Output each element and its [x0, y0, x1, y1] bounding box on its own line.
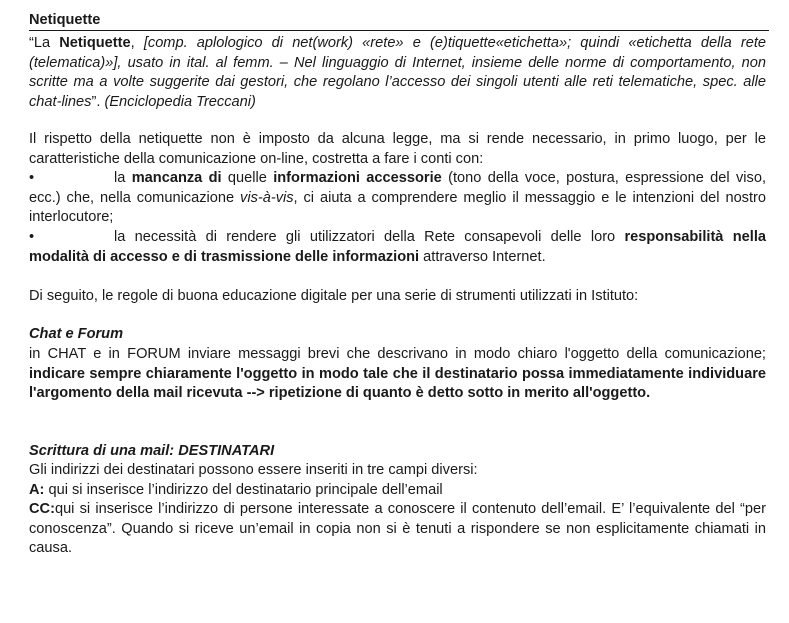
mail-intro-line: Gli indirizzi dei destinatari possono essere inseriti in tre campi diversi: [29, 462, 478, 478]
mail-section-title: Scrittura di una mail: DESTINATARI [29, 443, 275, 459]
chat-section-body [29, 345, 766, 404]
bullet2-text1: la necessità di rendere gli utilizzatori della Rete consapevoli delle loro [114, 229, 625, 245]
bullet1-text1: la [114, 170, 132, 186]
chat-section-title: Chat e Forum [29, 326, 124, 342]
definition-open-quote: “La [29, 35, 60, 51]
rules-intro-paragraph: Di seguito, le regole di buona educazione digitale per una serie di strumenti utilizzati in Istituto: [29, 288, 639, 304]
bullet-item-2 [29, 228, 766, 267]
bullet1-bold2: informazioni accessorie [273, 170, 442, 186]
definition-body: [comp. aplologico di net(work) «rete» e (e)tiquette«etichetta»; quindi «etichetta della rete (telematica)»], usato in ital. al femm. – Nel linguaggio di Internet, insieme delle norme di comportamento, non scritte ma a volte suggerite dai gestori, che regolano l’accesso dei singoli utenti alle reti telematiche, spec. alle chat-lines [29, 35, 767, 110]
mail-field-a-label: A: [29, 482, 45, 498]
mail-field-a-text: qui si inserisce l’indirizzo del destinatario principale dell’email [44, 482, 443, 498]
mail-field-a [29, 481, 766, 501]
mail-field-cc-label: CC: [29, 501, 55, 517]
intro-paragraph: Il rispetto della netiquette non è imposto da alcuna legge, ma si rende necessario, in primo luogo, per le caratteristiche della comunicazione on-line, costretta a fare i conti con: [29, 131, 766, 167]
mail-field-cc-text: qui si inserisce l’indirizzo di persone interessate a conoscere il contenuto dell’email. E’ l’equivalente del “per conoscenza”. Quando si riceve un’email in copia non si è tenuti a rispondere se non esplicitamente chiamati in causa. [29, 501, 766, 556]
definition-part1: , [130, 35, 144, 51]
bullet2-bold: responsabilità nella modalità di accesso e di trasmissione delle informazioni [29, 229, 766, 265]
chat-text: in CHAT e in FORUM inviare messaggi brevi che descrivano in modo chiaro l'oggetto della comunicazione; [29, 346, 766, 362]
bullet1-text4: , ci aiuta a comprendere meglio il messaggio e le intenzioni del nostro interlocutore; [29, 189, 767, 225]
bullet-marker: • [29, 229, 35, 245]
definition-term: Netiquette [59, 35, 131, 51]
bullet-item-1 [29, 169, 766, 228]
definition-source: (Enciclopedia Treccani) [104, 93, 256, 110]
mail-field-cc [29, 500, 766, 559]
bullet1-text3: (tono della voce, postura, espressione del viso, ecc.) che, nella comunicazione [29, 170, 766, 206]
bullet1-bold1: mancanza di [131, 170, 222, 186]
bullet-marker: • [29, 170, 35, 186]
definition-close: ”. [91, 93, 105, 110]
bullet2-text2: attraverso Internet. [419, 248, 546, 265]
bullet1-italic: vis-à-vis [240, 189, 294, 206]
bullet1-text2: quelle [221, 170, 274, 186]
chat-bold-text: indicare sempre chiaramente l'oggetto in modo tale che il destinatario possa immediatamente individuare l'argomento della mail ricevuta --> ripetizione di quanto è detto sotto in merito all'oggetto. [29, 365, 766, 401]
definition-paragraph [29, 34, 766, 112]
section-heading: Netiquette [29, 11, 769, 31]
